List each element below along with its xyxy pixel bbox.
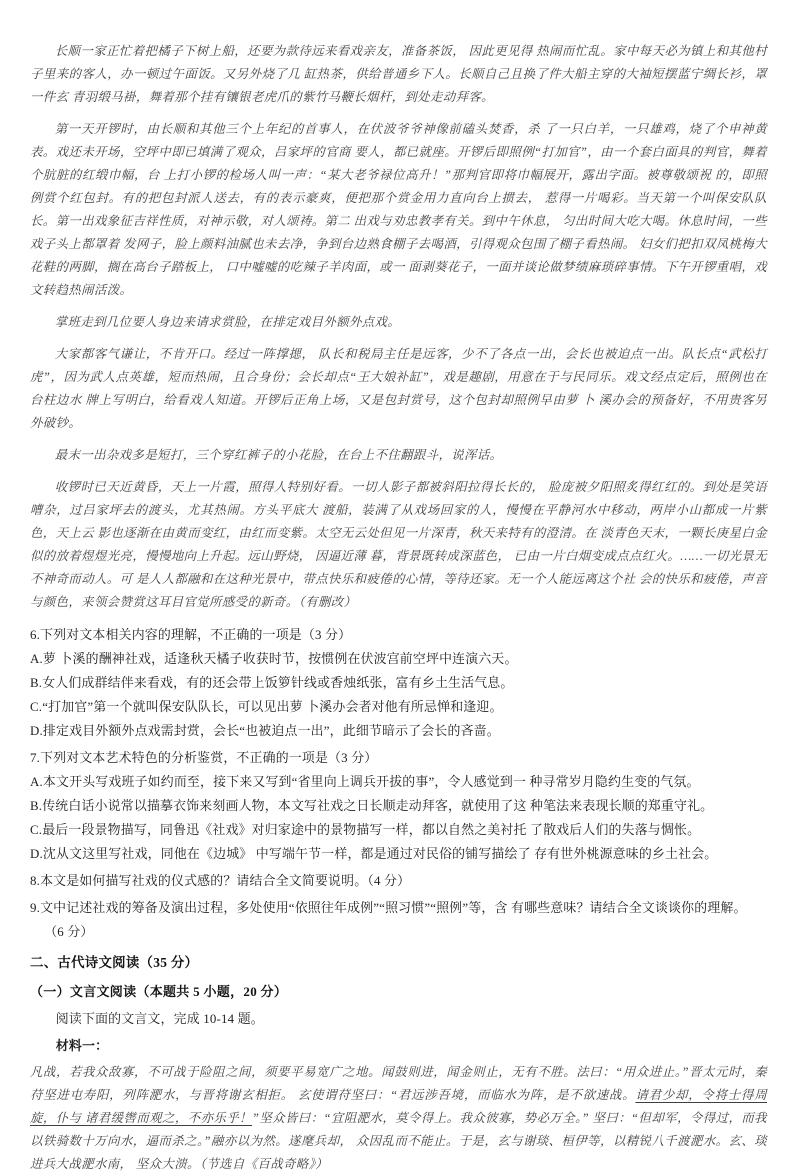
question-7-option-a: A.本文开头写戏班子如约而至，接下来又写到“省里向上调兵开拔的事”，令人感觉到一 种寻常岁月隐约生变的气氛。 [30, 775, 700, 789]
modern-reading-questions [30, 623, 767, 944]
classical-text-after-underline: ”坚众皆曰：“宜阻淝水，莫令得上。我众彼寡，势必万全。” 坚曰：“但却军，令得过，而我以铁骑数十万向水，逼而杀之。”融亦以为然。遂麾兵却， 众因乱而不能止。于是，玄与谢琰、桓伊等，以精锐八千渡淝水。玄、琰进兵大战淝水南， 坚众大溃。（节选自《百战奇略》） [30, 1111, 767, 1171]
question-9-score: （6 分） [44, 925, 94, 939]
subsection-heading-classical-reading: （一）文言文阅读（本题共 5 小题，20 分） [30, 984, 288, 999]
narrative-paragraph-2: 第一天开锣时，由长顺和其他三个上年纪的首事人，在伏波爷爷神像前磕头焚香，杀 了一只白羊，一只雄鸡，烧了个申神黄表。戏还未开场，空坪中即已填满了观众，吕家坪的官商 要人，都已就座。开锣后即照例“打加官”，由一个套白面具的判官，舞着个肮脏的红缎巾幅，台 上打小锣的检场人叫一声：“某大老爷禄位高升！”那判官即将巾幅展开，露出字面。被尊敬颂祝 的，即照例赏个红包封。有的把包封派人送去，有的表示豪爽，便把那个赏金用力直向台上掼去， 惹得一片喝彩。当天第一个叫保安队队长。第一出戏象征吉祥性质，对神示敬，对人颂祷。第二 出戏与劝忠教孝有关。到中午休息， 匀出时间大吃大喝。休息时间，一些戏子头上都罩着 发网子，脸上颜料油腻也未去净，争到台边熟食棚子去喝酒，引得观众包围了棚子看热闹。 妇女们把扣双凤桃梅大花鞋的两脚，搁在高台子踏板上， 口中嘘嘘的吃辣子羊肉面，或一 面剥葵花子，一面并谈论做梦绩麻琐碎事情。下午开锣重唱，戏文转趋热闹活泼。 [30, 122, 767, 297]
narrative-paragraph-6: 收锣时已天近黄昏，天上一片霞，照得人特别好看。一切人影子都被斜阳拉得长长的， 脸庞被夕阳照炙得红红的。到处是笑语嘈杂，过吕家坪去的渡头，尤其热闹。方头平底大 渡船，装满了从戏场回家的人，慢慢在平静河水中移动，两岸小山都成一片紫色，天上云 影也逐渐在由黄而变红，由红而变紫。太空无云处但见一片深青，秋天来特有的澄清。在 淡青色天末，一颗长庚星白金似的放着煜煜光亮，慢慢地向上升起。远山野烧， 因逼近薄 暮，背景既转成深蓝色， 已由一片白烟变成点点红火。……一切光景无不神奇而动人。可 是人人都融和在这种光景中，带点快乐和疲倦的心情，等待还家。无一个人能远离这个社 会的快乐和疲倦，声音与颜色，来领会赞赏这耳目官觉所感受的新奇。（有删改） [30, 480, 767, 609]
question-7-option-c: C.最后一段景物描写，同鲁迅《社戏》对归家途中的景物描写一样，都以自然之美衬托 了散戏后人们的失落与惆怅。 [30, 823, 701, 837]
question-7-stem: 7.下列对文本艺术特色的分析鉴赏，不正确的一项是（3 分） [30, 751, 378, 765]
material-one-label: 材料一： [55, 1039, 109, 1053]
question-8: 8.本文是如何描写社戏的仪式感的？请结合全文简要说明。（4 分） [30, 874, 411, 888]
question-7-option-b: B.传统白话小说常以描摹衣饰来刻画人物，本文写社戏之日长顺走动拜客，就使用了这 种笔法来表现长顺的郑重守礼。 [30, 799, 714, 813]
question-6-option-a: A.萝 卜溪的酬神社戏，适逢秋天橘子收获时节，按惯例在伏波宫前空坪中连演六天。 [30, 652, 518, 666]
question-7-option-d: D.沈从文这里写社戏，同他在《边城》 中写端午节一样，都是通过对民俗的铺写描绘了 存有世外桃源意味的乡土社会。 [30, 847, 718, 861]
question-6-stem: 6.下列对文本相关内容的理解，不正确的一项是（3 分） [30, 628, 352, 642]
classical-underlined-clause: 请君少却，令将士得周旋，仆与 诸君缓辔而观之，不亦乐乎！ [30, 1088, 767, 1125]
question-9: 9.文中记述社戏的筹备及演出过程，多处使用“依照往年成例”“照习惯”“照例”等，含 有哪些意味？请结合全文谈谈你的理解。 [30, 901, 747, 915]
question-6-option-b: B.女人们成群结伴来看戏，有的还会带上饭箩针线或香烛纸张，富有乡土生活气息。 [30, 676, 514, 690]
reading-instruction: 阅读下面的文言文，完成 10-14 题。 [55, 1012, 264, 1026]
narrative-paragraph-1: 长顺一家正忙着把橘子下树上船，还要为款待远来看戏亲友，准备茶饭， 因此更见得 热闹而忙乱。家中每天必为镇上和其他村子里来的客人，办一顿过午面饭。又另外烧了几 缸热茶，供给普通乡下人。长顺自己且换了件大船主穿的大袖短摆蓝宁绸长衫，罩一件玄 青羽缎马褂，舞着那个挂有镶银老虎爪的紫竹马鞭长烟杆，到处走动拜客。 [30, 44, 767, 104]
question-6-option-d: D.排定戏目外额外点戏需封赏，会长“也被迫点一出”，此细节暗示了会长的吝啬。 [30, 724, 500, 738]
section-heading-ancient-reading: 二、古代诗文阅读（35 分） [30, 955, 199, 970]
classical-passage [30, 1061, 767, 1176]
narrative-paragraph-3: 掌班走到几位要人身边来请求赏脸，在排定戏目外额外点戏。 [54, 315, 401, 329]
classical-text-before-underline: 凡战，若我众敌寡，不可战于险阻之间，须要平易宽广之地。闻鼓则进，闻金则止，无有不胜。法曰：“用众进止。”晋太元时，秦苻坚进屯寿阳，列阵淝水，与晋将谢玄相拒。 玄使谓苻坚曰：“君远涉吾境，而临水为阵，是不欲速战。 [30, 1065, 767, 1102]
narrative-paragraph-4: 大家都客气谦让，不肯开口。经过一阵撑揌， 队长和税局主任是远客，少不了各点一出，会长也被迫点一出。队长点“武松打虎”，因为武人点英雄，短而热闹，且合身份；会长却点“王大娘补缸”，戏是趣剧，用意在于与民同乐。戏文经点定后，照例也在台柱边水 牌上写明白，给看戏人知道。开锣后正角上场，又是包封赏号，这个包封却照例早由萝 卜 溪办会的预备好，不用贵客另外破钞。 [30, 347, 767, 430]
modern-reading-passage [30, 40, 767, 614]
question-6-option-c: C.“打加官”第一个就叫保安队队长，可以见出萝 卜溪办会者对他有所忌惮和逢迎。 [30, 700, 503, 714]
narrative-paragraph-5: 最末一出杂戏多是短打，三个穿红裤子的小花脸，在台上不住翻跟斗，说浑话。 [54, 448, 503, 462]
